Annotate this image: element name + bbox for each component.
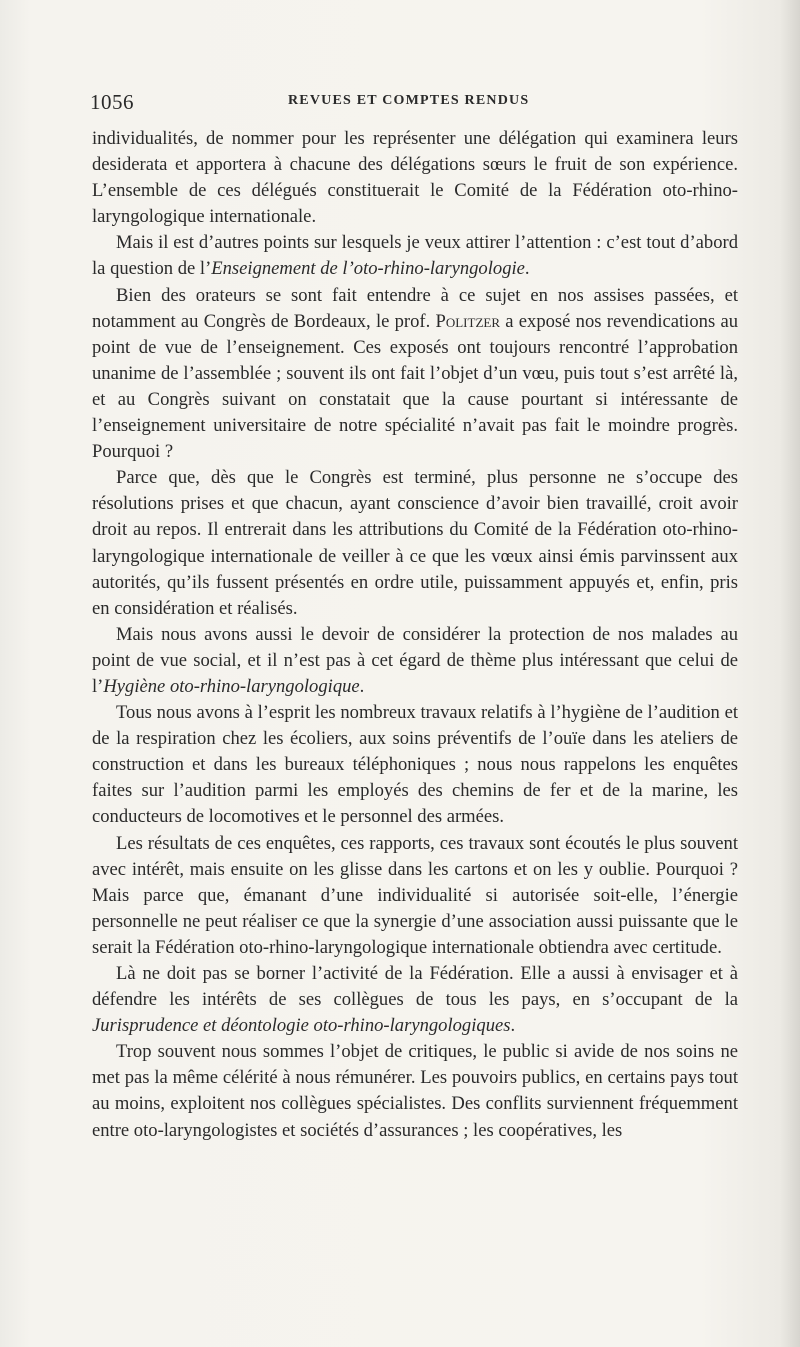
- italic-title-2: déontologie oto-rhino-laryngologiques: [221, 1015, 511, 1037]
- paragraph-3: [92, 283, 738, 466]
- running-head: REVUES ET COMPTES RENDUS: [288, 93, 530, 108]
- body-text: [92, 126, 738, 1144]
- paragraph-lead: Bien des orateurs se sont fait entendre à ce sujet en nos assises passées, et notamment au Congrès de Bordeaux, le prof.: [92, 284, 738, 332]
- author-name: Politzer: [435, 310, 501, 332]
- paragraph-7: [92, 831, 738, 961]
- paragraph-text: Parce que, dès que le Congrès est terminé, plus personne ne s’occupe des résolutions prises et que chacun, ayant conscience d’avoir bien travaillé, croit avoir droit au repos. Il entrerait dans les attributions du Comité de la Fédération oto-rhino-laryngologique internationale de veiller à ce que les vœux ainsi émis parvinssent aux autorités, qu’ils fussent présentés en ordre utile, puissamment appuyés et, enfin, pris en considération et réalisés.: [92, 467, 738, 619]
- paragraph-6: [92, 700, 738, 830]
- paragraph-tail: .: [510, 1015, 516, 1037]
- paragraph-lead: Mais nous avons aussi le devoir de considérer la protection de nos malades au point de vue social, et il n’est pas à cet égard de thème plus intéressant que celui de l’: [92, 623, 738, 697]
- paragraph-text: Tous nous avons à l’esprit les nombreux travaux relatifs à l’hygiène de l’audition et de la respiration chez les écoliers, aux soins préventifs de l’ouïe dans les ateliers de construction et dans les bureaux téléphoniques ; nous nous rappelons les enquêtes faites sur l’audition parmi les employés des chemins de fer et de la marine, les conducteurs de locomotives et le personnel des armées.: [92, 702, 738, 828]
- paragraph-2: [92, 230, 738, 282]
- paragraph-9: [92, 1039, 738, 1143]
- italic-title: Enseignement de l’oto-rhino-laryngologie: [211, 258, 525, 280]
- paragraph-lead: Mais il est d’autres points sur lesquels je veux attirer l’attention : c’est tout d’abord la question de l’: [92, 232, 738, 280]
- paragraph-text: Trop souvent nous sommes l’objet de critiques, le public si avide de nos soins ne met pas la même célérité à nous rémunérer. Les pouvoirs publics, en certains pays tout au moins, exploitent nos collègues spécialistes. Des conflits surviennent fréquemment entre oto-laryngologistes et sociétés d’assurances ; les coopératives, les: [92, 1041, 738, 1141]
- paragraph-lead: Là ne doit pas se borner l’activité de la Fédération. Elle a aussi à envisager et à défendre les intérêts de ses collègues de tous les pays, en s’occupant de la: [92, 963, 738, 1011]
- paragraph-tail: .: [359, 675, 365, 697]
- italic-title: Jurisprudence: [92, 1015, 199, 1037]
- italic-connector: et: [198, 1015, 222, 1037]
- page-number: 1056: [90, 90, 134, 114]
- paragraph-tail: .: [524, 258, 530, 280]
- paragraph-text: Les résultats de ces enquêtes, ces rapports, ces travaux sont écoutés le plus souvent avec intérêt, mais ensuite on les glisse dans les cartons et on les y oublie. Pourquoi ? Mais parce que, émanant d’une individualité si autorisée soit-elle, l’énergie personnelle ne peut réaliser ce que la synergie d’une association aussi puissante que le serait la Fédération oto-rhino-laryngologique internationale obtiendra avec certitude.: [92, 832, 738, 958]
- page-header: [90, 90, 740, 114]
- paragraph-text: individualités, de nommer pour les représenter une délégation qui examinera leurs desiderata et apportera à chacune des délégations sœurs le fruit de son expérience. L’ensemble de ces délégués constituerait le Comité de la Fédération oto-rhino-laryngologique internationale.: [92, 128, 738, 228]
- paragraph-8: [92, 961, 738, 1039]
- paragraph-1: [92, 126, 738, 230]
- paragraph-5: [92, 622, 738, 700]
- italic-title: Hygiène oto-rhino-laryngologique: [103, 675, 360, 697]
- paragraph-4: [92, 465, 738, 622]
- paragraph-tail: a exposé nos revendications au point de vue de l’enseignement. Ces exposés ont toujours rencontré l’approbation unanime de l’assemblée ; souvent ils ont fait l’objet d’un vœu, puis tout s’est arrêté là, et au Congrès suivant on constatait que la cause pourtant si intéressante de l’enseignement universitaire de notre spécialité n’avait pas fait le moindre progrès. Pourquoi ?: [92, 310, 738, 463]
